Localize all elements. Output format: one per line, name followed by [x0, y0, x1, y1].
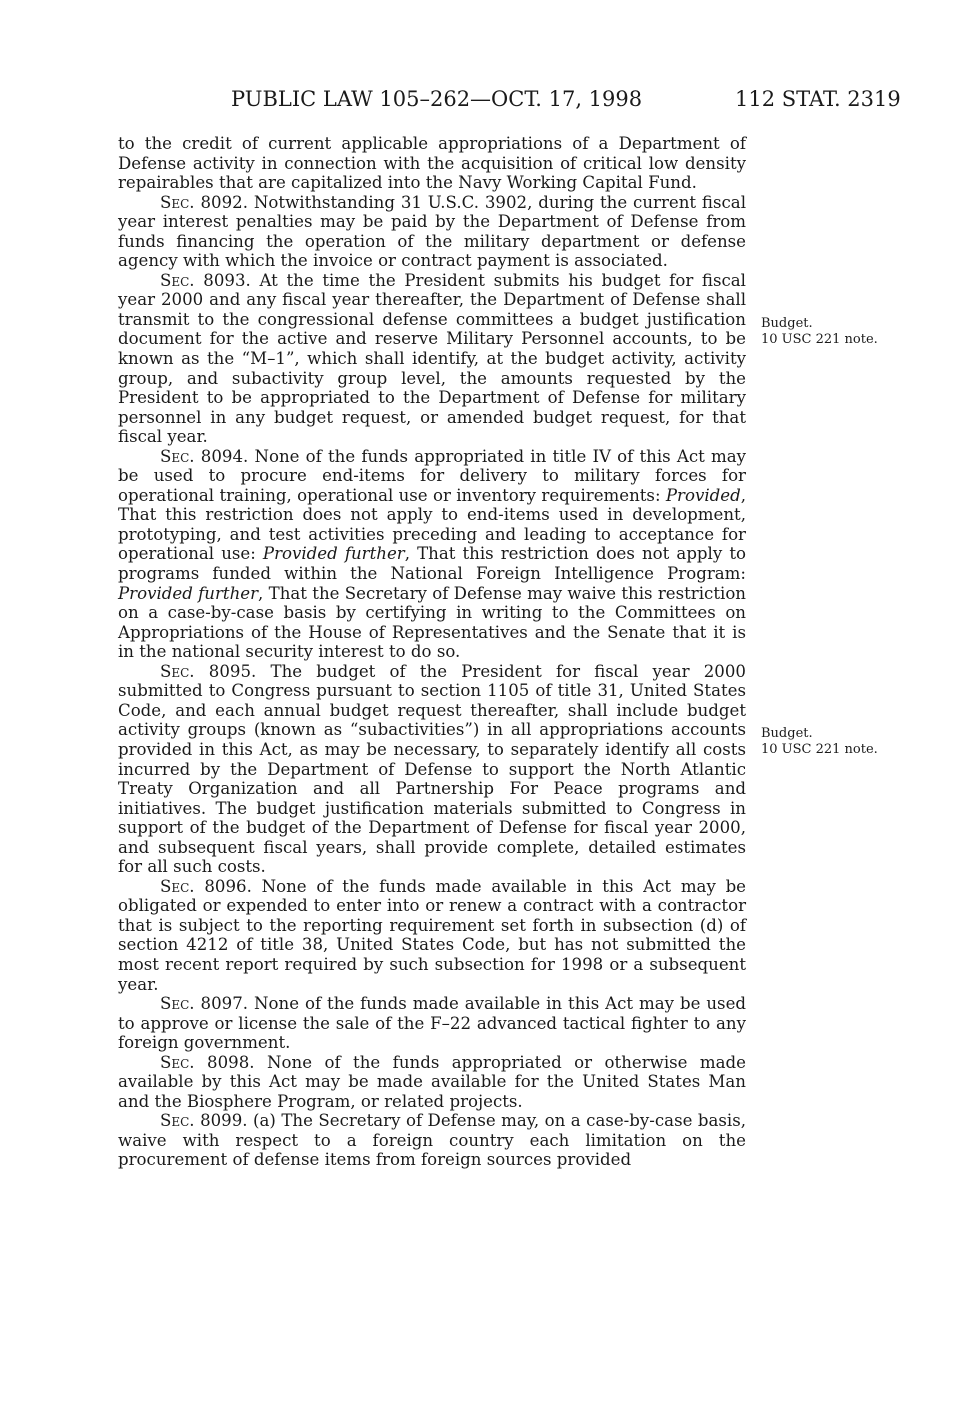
section-text: None of the funds appropriated or otherwise made available by this Act may be made available for the United States Man and the Biosphere Program, or related projects.	[118, 1052, 746, 1111]
section-prefix: Sec.	[160, 192, 195, 212]
section-number: 8097.	[200, 994, 249, 1014]
section-8098	[118, 1053, 746, 1112]
section-prefix: Sec.	[160, 270, 195, 290]
section-label	[160, 1053, 255, 1072]
section-number: 8095.	[208, 661, 257, 681]
margin-note-label: Budget.	[761, 726, 813, 741]
section-number: 8094.	[200, 446, 249, 466]
section-label	[160, 447, 248, 466]
section-prefix: Sec.	[160, 446, 195, 466]
section-number: 8093.	[203, 270, 251, 290]
margin-note-8095	[761, 726, 921, 758]
section-label	[160, 193, 248, 212]
section-prefix: Sec.	[160, 1111, 195, 1131]
section-text: (a) The Secretary of Defense may, on a case-by-case basis, waive with respect to a foreign country each limitation on the procurement of defense items from foreign sources provided	[118, 1111, 746, 1170]
proviso-italic: Provided further	[118, 583, 259, 603]
statute-page-number: 112 STAT. 2319	[735, 87, 901, 111]
section-8093	[118, 271, 746, 447]
continued-paragraph	[118, 134, 746, 193]
section-number: 8096.	[204, 876, 252, 896]
section-8095	[118, 662, 746, 877]
page-header	[0, 86, 956, 116]
paragraph-text: to the credit of current applicable appropriations of a Department of Defense activity in connection with the acquisition of critical low density repairables that are capitalized into the Navy Working Capital Fund.	[118, 134, 746, 193]
section-text: , That this restriction does not apply to end-items used in development, prototyping, and test activities preceding and leading to acceptance for operational use:	[118, 485, 746, 564]
margin-note-label: Budget.	[761, 316, 813, 331]
section-8092	[118, 193, 746, 271]
section-text: , That this restriction does not apply to programs funded within the National Foreign Intelligence Program:	[118, 544, 746, 584]
section-8099	[118, 1111, 746, 1170]
section-prefix: Sec.	[160, 1052, 195, 1072]
section-text: , That the Secretary of Defense may waive this restriction on a case-by-case basis by certifying in writing to the Committees on Appropriations of the House of Representatives and the Senate that it is in the national security interest to do so.	[118, 583, 746, 662]
running-head-title: PUBLIC LAW 105–262—OCT. 17, 1998	[231, 87, 643, 111]
section-8094	[118, 447, 746, 662]
section-prefix: Sec.	[160, 876, 195, 896]
proviso-italic: Provided	[665, 485, 741, 505]
proviso-italic: Provided further	[262, 544, 405, 564]
section-label	[160, 994, 248, 1013]
section-text: At the time the President submits his budget for fiscal year 2000 and any fiscal year thereafter, the Department of Defense shall transmit to the congressional defense committees a budget justification document for the active and reserve Military Personnel accounts, to be known as the “M–1”, which shall identify, at the budget activity, activity group, and subactivity group level, the amounts requested by the President to be appropriated to the Department of Defense for military personnel in any budget request, or amended budget request, for that fiscal year.	[118, 270, 746, 447]
section-label	[160, 877, 252, 896]
section-label	[160, 662, 256, 681]
section-text: None of the funds appropriated in title IV of this Act may be used to procure end-items for delivery to military forces for operational training, operational use or inventory requirements:	[118, 446, 746, 505]
margin-note-8093	[761, 316, 921, 348]
section-text: The budget of the President for fiscal year 2000 submitted to Congress pursuant to section 1105 of title 31, United States Code, and each annual budget request thereafter, shall include budget activity groups (known as “subactivities”) in all appropriations accounts provided in this Act, as may be necessary, to separately identify all costs incurred by the Department of Defense to support the North Atlantic Treaty Organization and all Partnership For Peace programs and initiatives. The budget justification materials submitted to Congress in support of the budget of the Department of Defense for fiscal year 2000, and subsequent fiscal years, shall provide complete, detailed estimates for all such costs.	[118, 661, 746, 877]
section-8097	[118, 994, 746, 1053]
statute-body	[118, 134, 746, 1170]
section-number: 8099.	[200, 1111, 248, 1131]
section-label	[160, 1111, 248, 1130]
section-prefix: Sec.	[160, 994, 195, 1014]
section-number: 8092.	[200, 192, 248, 212]
section-number: 8098.	[207, 1052, 255, 1072]
section-text: None of the funds made available in this Act may be obligated or expended to enter into or renew a contract with a contractor that is subject to the reporting requirement set forth in subsection (d) of section 4212 of title 38, United States Code, but has not submitted the most recent report required by such subsection for 1998 or a subsequent year.	[118, 876, 747, 994]
margin-note-citation: 10 USC 221 note.	[761, 332, 878, 347]
section-text: None of the funds made available in this Act may be used to approve or license the sale of the F–22 advanced tactical fighter to any foreign government.	[118, 994, 747, 1053]
section-8096	[118, 877, 746, 994]
section-text: Notwithstanding 31 U.S.C. 3902, during the current fiscal year interest penalties may be paid by the Department of Defense from funds financing the operation of the military department or defense agency with which the invoice or contract payment is associated.	[118, 192, 747, 271]
margin-note-citation: 10 USC 221 note.	[761, 742, 878, 757]
section-prefix: Sec.	[160, 661, 195, 681]
section-label	[160, 271, 251, 290]
